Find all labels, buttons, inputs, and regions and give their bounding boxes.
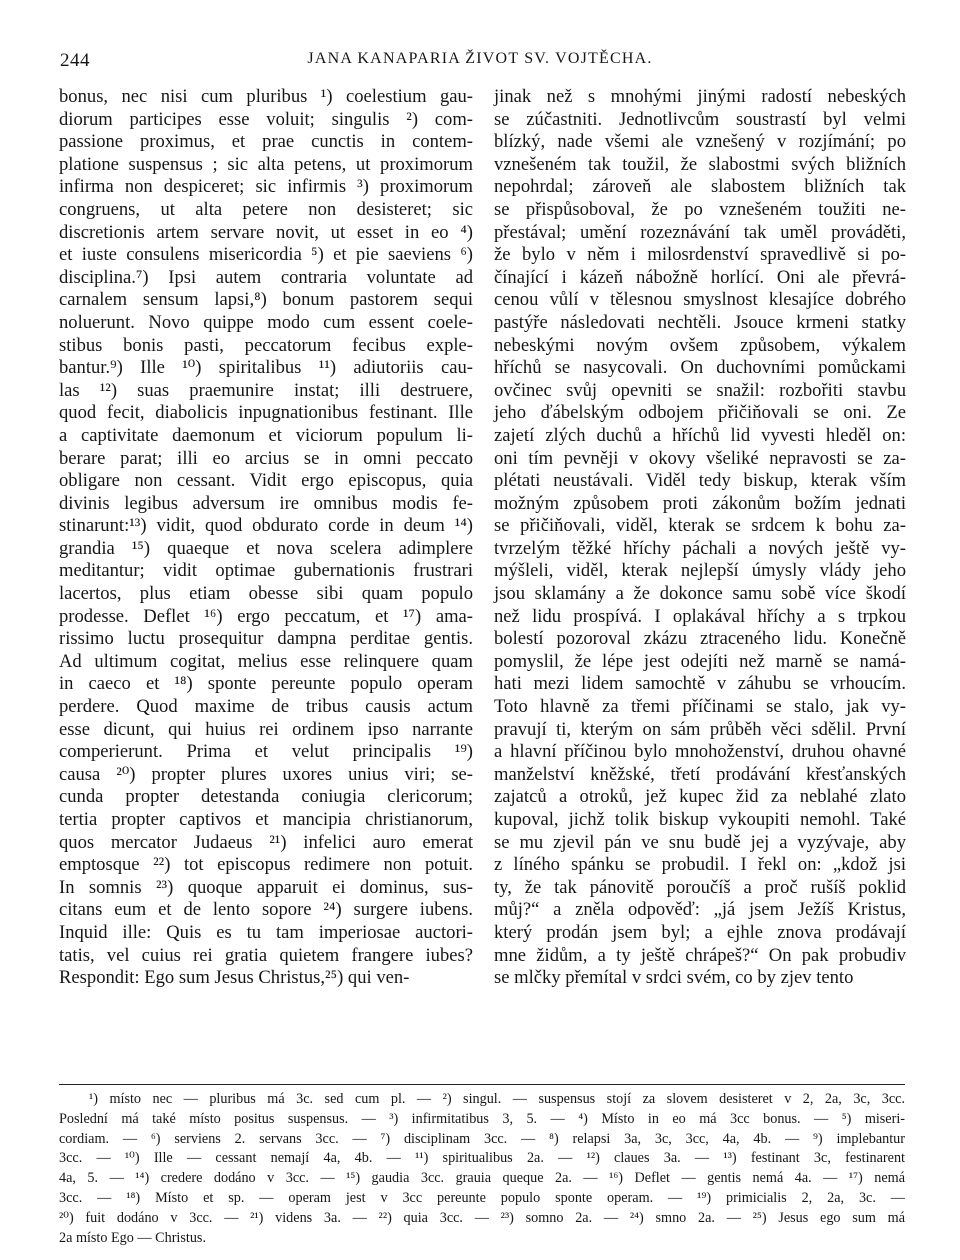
latin-text-line: congruens, ut alta petere non desisteret; sic: [59, 198, 473, 220]
latin-text-line: a captivitate daemonum et viciorum populum li-: [59, 424, 473, 446]
czech-text-line: se mu zjevil pán ve snu budě jej a vyzývaje, aby: [494, 831, 906, 853]
latin-text-line: las ¹²) suas praemunire instat; illi destruere,: [59, 379, 473, 401]
czech-text-line: hříchů se nasycovali. On duchovními pomůckami: [494, 357, 906, 379]
czech-text-line: jinak než s mnohými jinými radostí nebeských: [494, 86, 906, 107]
latin-text-line: causa ²⁰) propter plures uxores unius viri; se-: [59, 763, 473, 785]
czech-text-line: pastýře následovati nechtěli. Jsouce krmeni statky: [494, 311, 906, 333]
czech-text-line: tvrzelým těžké hříchy páchali a nových ještě vy-: [494, 537, 906, 559]
czech-text-line: se zúčastniti. Jednotlivcům soustrastí byl velmi: [494, 108, 906, 130]
footnote-line: Poslední má také místo positus suspensus. — ³) infirmitatibus 3, 5. — ⁴) Místo in eo má 3cc bonus. — ⁵) miseri-: [59, 1110, 905, 1127]
latin-text-line: quod fecit, diabolicis inpugnationibus festinant. Ille: [59, 402, 473, 424]
czech-text-line: zajatců a otroků, jež kupec žid za neblahé zlato: [494, 786, 906, 808]
latin-text-line: stibus bonis pasti, peccatorum fecibus exple-: [59, 334, 473, 356]
czech-text-line: přestával; umění rozeznávání tak uměl prováděti,: [494, 221, 906, 243]
latin-text-line: discretionis artem servare novit, ut esset in eo ⁴): [59, 221, 473, 243]
latin-text-line: emptosque ²²) tot episcopus redimere non potuit.: [59, 854, 473, 876]
footnote-line: ²⁰) fuit dodáno v 3cc. — ²¹) videns 3a. — ²²) quia 3cc. — ²³) somno 2a. — ²⁴) smno 2a. — ²⁵) Jesus ego sum má: [59, 1209, 905, 1226]
latin-text-line: grandia ¹⁵) quaeque et nova scelera adimplere: [59, 537, 473, 559]
latin-text-line: comperierunt. Prima et velut principalis ¹⁹): [59, 741, 473, 763]
latin-text-line: carnalem sensum lapsi,⁸) bonum pastorem sequi: [59, 289, 473, 311]
czech-text-line: nepohrdal; zároveň ale slabostem bližních tak: [494, 176, 906, 198]
latin-text-line: citans eum et de lento sopore ²⁴) surgere iubens.: [59, 899, 473, 921]
latin-text-line: meditantur; vidit optimae gubernationis frustrari: [59, 560, 473, 582]
latin-text-line: noluerunt. Novo quippe modo cum essent coele-: [59, 311, 473, 333]
footnote-line: 4a, 5. — ¹⁴) credere dodáno v 3cc. — ¹⁵) gaudia 3cc. grauia queque 2a. — ¹⁶) Deflet — gentis nemá 4a. — ¹⁷) nemá: [59, 1170, 905, 1187]
czech-text-line: než lidu prospívá. I oplakával hříchy a s trpkou: [494, 605, 906, 627]
latin-text-line: diorum participes esse voluit; singulis ²) com-: [59, 108, 473, 130]
latin-text-column: [59, 86, 473, 990]
latin-text-line: bantur.⁹) Ille ¹⁰) spiritalibus ¹¹) adiutoriis cau-: [59, 357, 473, 379]
czech-text-line: možným způsobem proti zákonům božím jednati: [494, 492, 906, 514]
latin-text-line: Inquid ille: Quis es tu tam imperiosae auctori-: [59, 921, 473, 943]
czech-text-line: z líného spánku se probudil. I řekl on: „kdož jsi: [494, 854, 906, 876]
czech-text-line: a hlavní příčinou bylo mnohoženství, druhou ohavné: [494, 741, 906, 763]
czech-text-line: oni tím pevněji v okovy všeliké nepravosti se za-: [494, 447, 906, 469]
latin-text-line: bonus, nec nisi cum pluribus ¹) coelestium gau-: [59, 86, 473, 107]
czech-text-line: vznešeném tak toužil, že slabostmi svých bližních: [494, 153, 906, 175]
czech-text-line: cenou vůlí v tělesnou smyslnost klesajíce dobrého: [494, 289, 906, 311]
czech-text-line: bolestí pozoroval zkázu ztraceného lidu. Konečně: [494, 628, 906, 650]
footnotes: [59, 1090, 905, 1248]
czech-translation-column: [494, 86, 906, 990]
latin-text-line: tertia propter captivos et mancipia christianorum,: [59, 809, 473, 830]
latin-text-line: infirma non despiceret; sic infirmis ³) proximorum: [59, 176, 473, 198]
czech-text-line: ty, že tak pánovitě poroučíš a proč rušíš poklid: [494, 876, 906, 898]
czech-text-line: jsou sklamány a že dokonce samu sobě více škodí: [494, 583, 906, 605]
czech-text-line: kupoval, jichž tolik biskup vykoupiti nemohl. Také: [494, 809, 906, 830]
latin-text-line: passione proximus, et prae cunctis in contem-: [59, 131, 473, 153]
latin-text-line: rissimo luctu prosequitur dampna perditae gentis.: [59, 628, 473, 650]
latin-text-line: platione suspensus ; sic alta petens, ut proximorum: [59, 153, 473, 175]
latin-text-line: perdere. Quod maxime de tribus causis actum: [59, 696, 473, 718]
latin-text-line: quos mercator Judaeus ²¹) infelici auro emerat: [59, 831, 473, 853]
czech-text-line: hati mezi lidem samochtě v záhubu se vrhoucím.: [494, 673, 906, 695]
czech-text-line: mýšleli, viděl, kterak nejlepší úmysly vlády jeho: [494, 560, 906, 582]
footnote-line: 3cc. — ¹⁸) Místo et sp. — operam jest v 3cc pereunte populo sponte operam. — ¹⁹) primicialis 2, 2a, 3c. —: [59, 1189, 905, 1206]
czech-text-line: se přičiňovali, viděl, kterak se srdcem k bohu za-: [494, 515, 906, 537]
latin-text-line: lacertos, plus etiam obesse sibi quam populo: [59, 583, 473, 605]
running-title: JANA KANAPARIA ŽIVOT SV. VOJTĚCHA.: [307, 50, 653, 67]
latin-text-line: divinis legibus adversum ire omnibus modis fe-: [59, 492, 473, 514]
latin-text-line: tatis, vel cuius rei gratia quietem frangere iubes?: [59, 944, 473, 966]
latin-text-line: cunda propter detestanda coniugia clericorum;: [59, 786, 473, 808]
latin-text-line: prodesse. Deflet ¹⁶) ergo peccatum, et ¹⁷) ama-: [59, 605, 473, 627]
czech-text-line: pomyslil, že lépe jest odejíti než marně se namá-: [494, 650, 906, 672]
latin-text-line: in caeco et ¹⁸) sponte pereunte populo operam: [59, 673, 473, 695]
czech-text-line: nebeskými novým ovšem způsobem, výkalem: [494, 334, 906, 356]
footnote-divider: [59, 1084, 905, 1085]
czech-text-line: se mlčky přemítal v srdci svém, co by zjev tento: [494, 967, 854, 989]
czech-text-line: pravují ti, kterým on sám průběh věci sdělil. První: [494, 718, 906, 740]
czech-text-line: manželství kněžské, třetí prodávání křesťanských: [494, 763, 906, 785]
czech-text-line: jeho ďábelským odbojem přičiňovali se oni. Ze: [494, 402, 906, 424]
czech-text-line: který prodán jsem byl; a ejhle znova prodávají: [494, 921, 906, 943]
czech-text-line: můj?“ a zněla odpověď: „já jsem Ježíš Kristus,: [494, 899, 906, 921]
latin-text-line: stinarunt:¹³) vidit, quod obdurato corde in deum ¹⁴): [59, 515, 473, 537]
footnote-line: 2a místo Ego — Christus.: [59, 1229, 207, 1246]
page-number: 244: [60, 50, 90, 71]
latin-text-line: Respondit: Ego sum Jesus Christus,²⁵) qui ven-: [59, 967, 410, 989]
footnote-line: cordiam. — ⁶) serviens 2. servans 3cc. — ⁷) disciplinam 3cc. — ⁸) relapsi 3a, 3c, 3cc, 4a, 4b. — ⁹) implebantur: [59, 1130, 905, 1147]
czech-text-line: Toto hlavně za třemi příčinami se stalo, jak vy-: [494, 696, 906, 718]
latin-text-line: In somnis ²³) quoque apparuit ei dominus, sus-: [59, 876, 473, 898]
latin-text-line: disciplina.⁷) Ipsi autem contraria voluntate ad: [59, 266, 473, 288]
latin-text-line: Ad ultimum cogitat, melius esse relinquere quam: [59, 650, 473, 672]
czech-text-line: se přispůsoboval, že po vznešeném toužiti ne-: [494, 198, 906, 220]
latin-text-line: berare parat; illi eo arcius se in omni peccato: [59, 447, 473, 469]
czech-text-line: plétati neustávali. Viděl tedy biskup, kterak vším: [494, 470, 906, 492]
latin-text-line: obligare non cessant. Vidit ergo episcopus, quia: [59, 470, 473, 492]
czech-text-line: ovčinec svůj opevniti se snažil: rozbořiti stavbu: [494, 379, 906, 401]
latin-text-line: et iuste consulens misericordia ⁵) et pie saeviens ⁶): [59, 244, 473, 266]
footnote-line: ¹) místo nec — pluribus má 3c. sed cum pl. — ²) singul. — suspensus stojí za slovem desisteret v 2, 2a, 3c, 3cc.: [89, 1091, 905, 1107]
czech-text-line: čínající i kázeň nábožně horlící. Oni ale převrá-: [494, 266, 906, 288]
czech-text-line: mne židům, a ty ještě chrápeš?“ On pak probudiv: [494, 944, 906, 966]
latin-text-line: esse dicunt, qui huius rei ordinem ipso narrante: [59, 718, 473, 740]
czech-text-line: že bylo v něm i milosrdenství spravedlivě si po-: [494, 244, 906, 266]
footnote-line: 3cc. — ¹⁰) Ille — cessant nemají 4a, 4b. — ¹¹) spiritualibus 2a. — ¹²) claues 3a. — ¹³) festinant 3c, festinarent: [59, 1150, 905, 1167]
czech-text-line: blízký, nade všemi ale vznešený v rozjímání; po: [494, 131, 906, 153]
czech-text-line: zajetí zlých duchů a hříchů lid vyvesti hleděl on:: [494, 424, 906, 446]
